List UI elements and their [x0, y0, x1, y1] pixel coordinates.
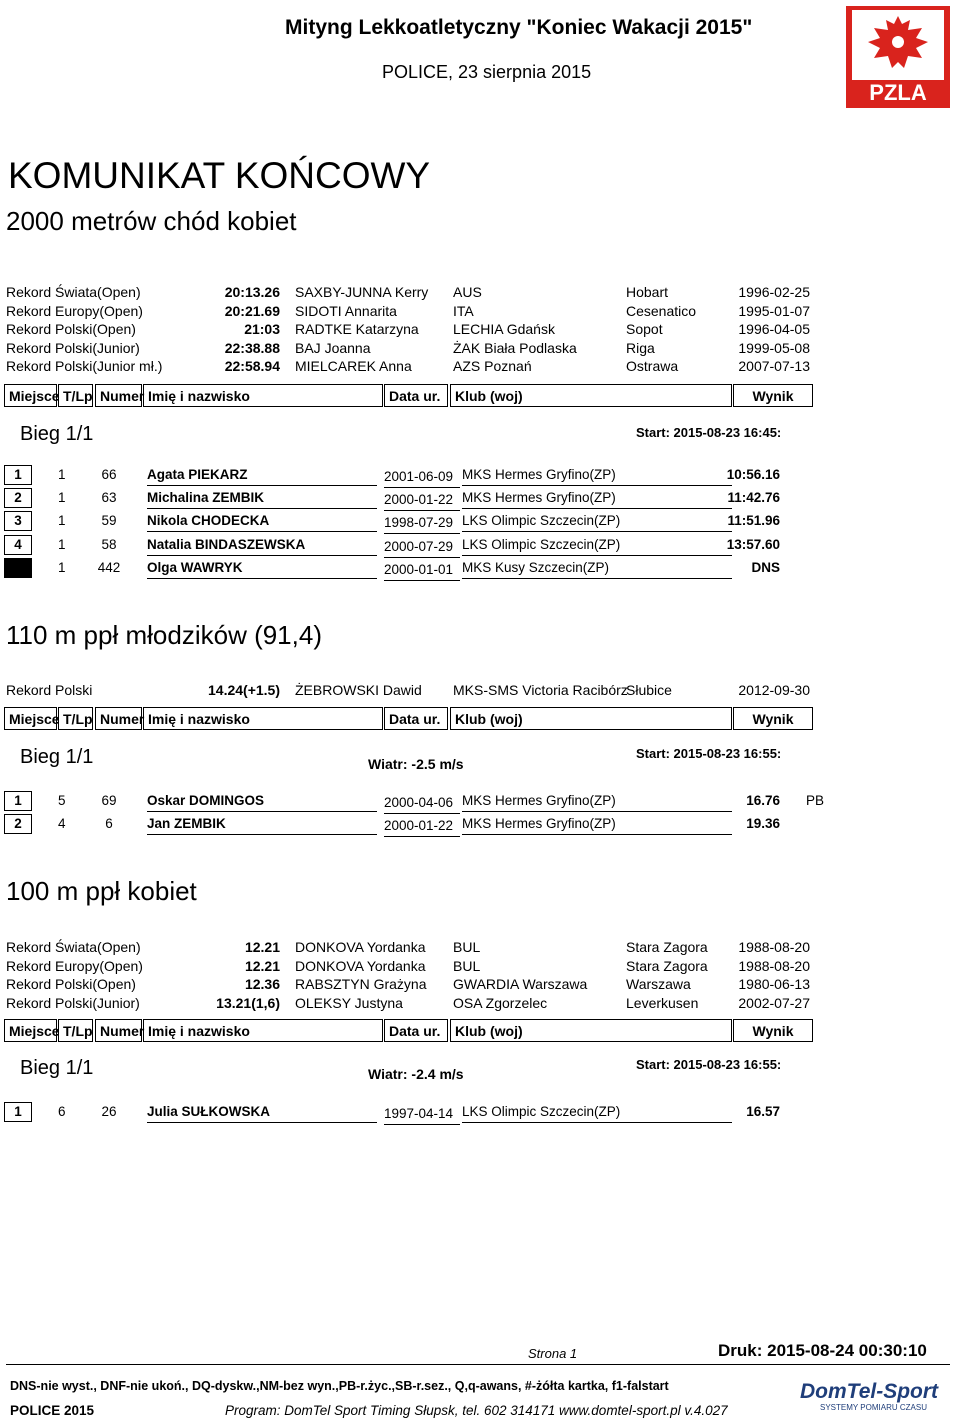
record-row [0, 975, 812, 993]
meeting-subtitle: POLICE, 23 sierpnia 2015 [382, 62, 592, 82]
record-row [0, 302, 812, 320]
record-holder: MIELCAREK Anna [295, 358, 412, 374]
record-label: Rekord Polski [6, 682, 93, 698]
result-number: 63 [101, 490, 117, 506]
event-title: 100 m ppł kobiet [6, 876, 197, 906]
result-dob: 2000-01-22 [384, 490, 460, 511]
record-club: ITA [453, 302, 474, 319]
record-label: Rekord Polski(Open) [6, 976, 136, 992]
result-value: 19.36 [746, 816, 780, 832]
start-time: Start: 2015-08-23 16:55: [636, 746, 782, 761]
result-dob: 1998-07-29 [384, 513, 460, 534]
result-club: MKS Hermes Gryfino(ZP) [462, 465, 732, 486]
result-club: MKS Hermes Gryfino(ZP) [462, 814, 732, 835]
event-title: 110 m ppł młodzików (91,4) [6, 620, 322, 650]
record-club: BUL [453, 939, 481, 955]
result-place: 2 [4, 814, 32, 834]
result-name: Oskar DOMINGOS [147, 791, 377, 812]
domtel-sub: SYSTEMY POMIARU CZASU [820, 1403, 927, 1412]
result-club: MKS Hermes Gryfino(ZP) [462, 791, 732, 812]
result-row [0, 511, 840, 533]
record-label: Rekord Europy(Open) [6, 957, 143, 974]
column-header-place: Miejsce [4, 1019, 57, 1042]
heat-label: Bieg 1/1 [20, 423, 94, 445]
record-date: 2012-09-30 [738, 682, 810, 698]
record-place: Sopot [626, 321, 663, 337]
result-name: Olga WAWRYK [147, 558, 377, 579]
record-holder: DONKOVA Yordanka [295, 957, 426, 974]
domtel-brand: DomTel-Sport [800, 1380, 939, 1403]
heat-label: Bieg 1/1 [20, 746, 94, 768]
record-holder: ŻEBROWSKI Dawid [295, 682, 422, 698]
wind-info: Wiatr: -2.4 m/s [368, 1066, 464, 1082]
record-holder: SIDOTI Annarita [295, 302, 397, 319]
record-date: 2007-07-13 [738, 358, 810, 374]
pzla-logo [846, 6, 950, 108]
logo-text: PZLA [869, 80, 927, 105]
result-lane: 1 [58, 513, 66, 529]
record-result: 21:03 [244, 321, 280, 337]
document-title: KOMUNIKAT KOŃCOWY [8, 155, 431, 196]
result-place [4, 558, 32, 578]
result-lane: 1 [58, 490, 66, 506]
record-club: AZS Poznań [453, 358, 532, 374]
record-row [0, 681, 812, 699]
column-header-row [0, 384, 816, 409]
result-name: Natalia BINDASZEWSKA [147, 535, 377, 556]
print-date: Druk: 2015-08-24 00:30:10 [718, 1341, 927, 1360]
record-holder: DONKOVA Yordanka [295, 939, 426, 955]
result-lane: 4 [58, 816, 66, 832]
column-header-result: Wynik [733, 1019, 813, 1042]
abbreviation-legend: DNS-nie wyst., DNF-nie ukoń., DQ-dyskw.,NM-bez wyn.,PB-r.życ.,SB-r.sez., Q,q-awans, #-żółta kartka, f1-falstart [10, 1379, 669, 1393]
column-header-club: Klub (woj) [450, 384, 732, 407]
result-place: 3 [4, 511, 32, 531]
result-row [0, 488, 840, 510]
result-lane: 5 [58, 793, 66, 808]
record-date: 1988-08-20 [738, 939, 810, 955]
record-place: Stara Zagora [626, 957, 708, 974]
record-label: Rekord Europy(Open) [6, 302, 143, 319]
result-lane: 1 [58, 467, 66, 482]
column-header-row [0, 707, 816, 732]
record-label: Rekord Świata(Open) [6, 284, 141, 300]
result-club: LKS Olimpic Szczecin(ZP) [462, 511, 732, 532]
result-dob: 1997-04-14 [384, 1104, 460, 1125]
result-lane: 1 [58, 536, 66, 552]
column-header-lane: T/Lp [58, 707, 93, 730]
record-result: 12.21 [244, 957, 280, 974]
record-date: 1995-01-07 [738, 302, 810, 319]
record-label: Rekord Polski(Junior) [6, 339, 140, 356]
record-date: 1980-06-13 [738, 976, 810, 992]
result-place: 4 [4, 535, 32, 555]
footer-divider [6, 1364, 950, 1365]
result-club: LKS Olimpic Szczecin(ZP) [462, 535, 732, 556]
record-club: OSA Zgorzelec [453, 994, 548, 1011]
result-club: LKS Olimpic Szczecin(ZP) [462, 1102, 732, 1123]
record-result: 12.36 [244, 976, 280, 992]
result-name: Jan ZEMBIK [147, 814, 377, 835]
record-date: 1999-05-08 [738, 339, 810, 356]
result-dob: 2000-04-06 [384, 793, 460, 814]
record-label: Rekord Polski(Open) [6, 321, 136, 337]
result-lane: 6 [58, 1104, 66, 1119]
result-value: 11:42.76 [727, 490, 780, 506]
column-header-lane: T/Lp [58, 1019, 93, 1042]
record-result: 22:58.94 [224, 358, 280, 374]
record-place: Hobart [626, 284, 669, 300]
result-club: MKS Kusy Szczecin(ZP) [462, 558, 732, 579]
event-title: 2000 metrów chód kobiet [6, 206, 297, 236]
record-holder: RABSZTYN Grażyna [295, 976, 427, 992]
result-row [0, 1102, 840, 1124]
record-result: 20:21.69 [224, 302, 280, 319]
page-number: Strona 1 [528, 1346, 578, 1361]
start-time: Start: 2015-08-23 16:55: [636, 1057, 782, 1072]
record-place: Ostrawa [626, 358, 679, 374]
record-club: BUL [453, 957, 481, 974]
record-place: Słubice [626, 682, 672, 698]
result-number: 69 [101, 793, 117, 808]
record-row [0, 994, 812, 1012]
domtel-logo [798, 1376, 948, 1416]
record-club: ŻAK Biała Podlaska [453, 339, 577, 356]
column-header-place: Miejsce [4, 707, 57, 730]
result-row [0, 791, 840, 813]
record-club: AUS [453, 284, 482, 300]
result-number: 442 [97, 559, 121, 575]
record-holder: RADTKE Katarzyna [295, 321, 419, 337]
result-number: 26 [101, 1104, 117, 1119]
result-value: 10:56.16 [726, 467, 780, 482]
record-row [0, 357, 812, 375]
record-club: LECHIA Gdańsk [453, 321, 555, 337]
column-header-club: Klub (woj) [450, 707, 732, 730]
record-result: 12.21 [244, 939, 280, 955]
record-row [0, 938, 812, 956]
record-place: Riga [626, 339, 655, 356]
record-row [0, 320, 812, 338]
meeting-title: Mityng Lekkoatletyczny "Koniec Wakacji 2015" [285, 16, 753, 39]
start-time: Start: 2015-08-23 16:45: [636, 425, 782, 440]
column-header-number: Numer [95, 707, 142, 730]
result-dob: 2000-07-29 [384, 537, 460, 558]
record-row [0, 957, 812, 975]
result-dob: 2001-06-09 [384, 467, 460, 488]
result-value: 11:51.96 [727, 513, 780, 529]
result-value: 16.57 [746, 1104, 780, 1119]
record-club: GWARDIA Warszawa [453, 976, 588, 992]
result-name: Nikola CHODECKA [147, 511, 377, 532]
result-row [0, 535, 840, 557]
result-note: PB [806, 793, 825, 808]
result-number: 58 [101, 536, 117, 552]
column-header-dob: Data ur. [384, 384, 448, 407]
result-lane: 1 [58, 559, 66, 575]
result-number: 6 [105, 816, 113, 832]
result-name: Michalina ZEMBIK [147, 488, 377, 509]
result-name: Julia SUŁKOWSKA [147, 1102, 377, 1123]
record-holder: SAXBY-JUNNA Kerry [295, 284, 429, 300]
result-value: DNS [751, 559, 780, 575]
record-date: 2002-07-27 [738, 994, 810, 1011]
record-date: 1988-08-20 [738, 957, 810, 974]
result-place: 1 [4, 1102, 32, 1122]
column-header-name: Imię i nazwisko [143, 707, 383, 730]
result-dob: 2000-01-22 [384, 816, 460, 837]
result-value: 13:57.60 [726, 536, 780, 552]
record-result: 14.24(+1.5) [208, 682, 280, 698]
result-club: MKS Hermes Gryfino(ZP) [462, 488, 732, 509]
record-label: Rekord Świata(Open) [6, 939, 141, 955]
record-row [0, 339, 812, 357]
column-header-lane: T/Lp [58, 384, 93, 407]
column-header-dob: Data ur. [384, 1019, 448, 1042]
column-header-row [0, 1019, 816, 1044]
record-place: Stara Zagora [626, 939, 708, 955]
result-place: 1 [4, 465, 32, 485]
record-place: Warszawa [626, 976, 691, 992]
result-value: 16.76 [746, 793, 780, 808]
record-label: Rekord Polski(Junior mł.) [6, 358, 163, 374]
footer-program: Program: DomTel Sport Timing Słupsk, tel. 602 314171 www.domtel-sport.pl v.4.027 [225, 1403, 728, 1418]
heat-label: Bieg 1/1 [20, 1057, 94, 1079]
record-place: Cesenatico [626, 302, 697, 319]
column-header-club: Klub (woj) [450, 1019, 732, 1042]
result-place: 2 [4, 488, 32, 508]
record-date: 1996-04-05 [738, 321, 810, 337]
result-number: 59 [101, 513, 117, 529]
result-row [0, 814, 840, 836]
record-result: 22:38.88 [224, 339, 280, 356]
record-row [0, 283, 812, 301]
column-header-place: Miejsce [4, 384, 57, 407]
record-holder: OLEKSY Justyna [295, 994, 403, 1011]
record-place: Leverkusen [626, 994, 699, 1011]
column-header-number: Numer [95, 384, 142, 407]
footer-place: POLICE 2015 [10, 1403, 95, 1418]
result-row [0, 558, 840, 580]
column-header-result: Wynik [733, 707, 813, 730]
record-result: 13.21(1,6) [216, 994, 280, 1011]
column-header-name: Imię i nazwisko [143, 384, 383, 407]
wind-info: Wiatr: -2.5 m/s [368, 756, 464, 772]
record-date: 1996-02-25 [738, 284, 810, 300]
record-result: 20:13.26 [224, 284, 280, 300]
column-header-number: Numer [95, 1019, 142, 1042]
result-dob: 2000-01-01 [384, 560, 460, 581]
column-header-name: Imię i nazwisko [143, 1019, 383, 1042]
record-label: Rekord Polski(Junior) [6, 994, 140, 1011]
record-club: MKS-SMS Victoria Racibórz [453, 682, 628, 698]
column-header-dob: Data ur. [384, 707, 448, 730]
result-place: 1 [4, 791, 32, 811]
result-name: Agata PIEKARZ [147, 465, 377, 486]
record-holder: BAJ Joanna [295, 339, 371, 356]
column-header-result: Wynik [733, 384, 813, 407]
result-row [0, 465, 840, 487]
result-number: 66 [101, 467, 117, 482]
